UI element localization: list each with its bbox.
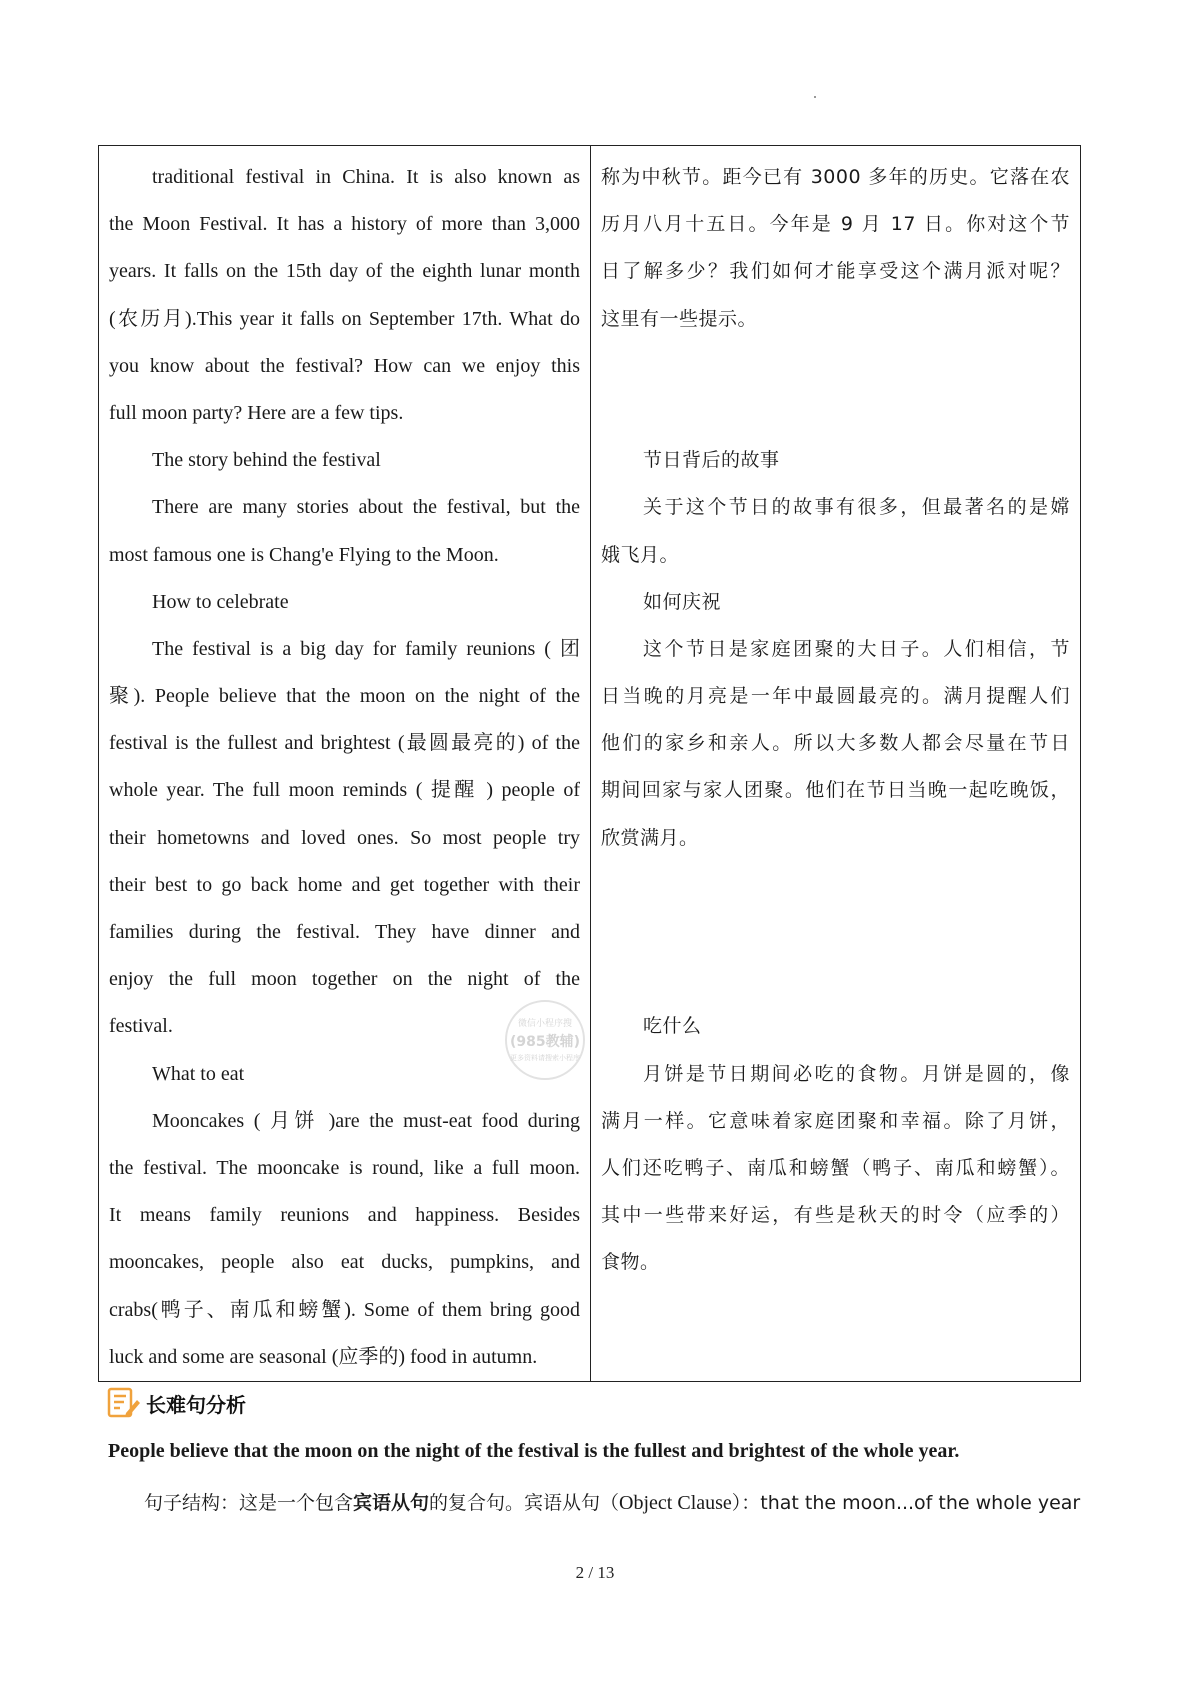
english-text-line: The festival is a big day for family reunions ( 团 (152, 637, 580, 660)
chinese-text-line: 日了解多少？我们如何才能享受这个满月派对呢？ (601, 260, 1070, 283)
chinese-text-line: 日当晚的月亮是一年中最圆最亮的。满月提醒人们 (601, 685, 1070, 708)
english-text-line: There are many stories about the festival, but the (152, 496, 580, 519)
chinese-text-line: 称为中秋节。距今已有 3000 多年的历史。它落在农 (601, 166, 1070, 188)
chinese-text-line: 关于这个节日的故事有很多，但最著名的是嫦 (643, 496, 1070, 519)
english-text-line: festival is the fullest and brightest (最圆最亮的) of the (109, 732, 580, 755)
section-title: 长难句分析 (146, 1392, 246, 1417)
english-text-line: whole year. The full moon reminds ( 提醒 ) people of (109, 779, 580, 802)
chinese-text-line: 欣赏满月。 (601, 826, 699, 849)
english-text-line: What to eat (152, 1062, 245, 1085)
chinese-text-line (601, 956, 1070, 1003)
english-text-line: full moon party? Here are a few tips. (109, 401, 404, 424)
chinese-text-line: 如何庆祝 (643, 590, 722, 613)
english-text-line: festival. (109, 1015, 173, 1038)
note-pencil-icon (106, 1385, 142, 1421)
english-text-line: (农历月).This year it falls on September 17th. What do (109, 307, 580, 330)
chinese-text-line (601, 343, 1070, 390)
chinese-text-line: 这里有一些提示。 (601, 307, 758, 330)
english-text-line: you know about the festival? How can we enjoy this (109, 354, 580, 377)
analysis-suffix: ）：that the moon...of the whole year (731, 1492, 1081, 1514)
chinese-text-line: 娥飞月。 (601, 543, 680, 566)
chinese-text-line: 食物。 (601, 1251, 660, 1274)
english-column (99, 146, 591, 1382)
chinese-text-line: 历月八月十五日。今年是 9 月 17 日。你对这个节 (601, 213, 1070, 236)
chinese-text-line (601, 862, 1070, 909)
chinese-text-line: 这个节日是家庭团聚的大日子。人们相信，节 (643, 637, 1070, 660)
chinese-text-line: 月饼是节日期间必吃的食物。月饼是圆的，像 (643, 1062, 1070, 1085)
english-text-line: the Moon Festival. It has a history of more than 3,000 (109, 213, 580, 236)
english-text-line: 聚). People believe that the moon on the night of the (109, 685, 580, 708)
seal-line-3: 更多资料请搜索小程序 (510, 1054, 580, 1062)
chinese-text-line: 他们的家乡和亲人。所以大多数人都会尽量在节日 (601, 732, 1070, 755)
chinese-text-line (601, 390, 1070, 437)
chinese-text-line: 其中一些带来好运，有些是秋天的时令（应季的） (601, 1204, 1070, 1227)
english-text-line: luck and some are seasonal (应季的) food in autumn. (109, 1345, 538, 1368)
chinese-text-line: 节日背后的故事 (643, 449, 780, 472)
english-text-line: years. It falls on the 15th day of the eighth lunar month (109, 260, 580, 283)
chinese-text-line: 期间回家与家人团聚。他们在节日当晚一起吃晚饭， (601, 779, 1070, 802)
english-text-line: It means family reunions and happiness. Besides (109, 1204, 580, 1227)
english-text-line: families during the festival. They have dinner and (109, 921, 580, 943)
english-text-line: How to celebrate (152, 590, 289, 613)
analysis-middle: 的复合句。宾语从句（ (429, 1492, 620, 1514)
english-text-line: the festival. The mooncake is round, like a full moon. (109, 1156, 580, 1179)
english-text-line: Mooncakes ( 月饼 )are the must-eat food during (152, 1109, 580, 1132)
english-text-line: most famous one is Chang'e Flying to the Moon. (109, 543, 499, 566)
seal-line-1: 微信小程序搜 (517, 1019, 572, 1029)
chinese-text-line (601, 909, 1070, 956)
chinese-text-line: 人们还吃鸭子、南瓜和螃蟹（鸭子、南瓜和螃蟹）。 (601, 1156, 1070, 1179)
english-text-line: mooncakes, people also eat ducks, pumpkins, and (109, 1251, 580, 1274)
section-header (106, 1383, 246, 1423)
chinese-text-line: 吃什么 (643, 1015, 702, 1038)
bilingual-table (98, 145, 1081, 1382)
chinese-text-line: 满月一样。它意味着家庭团聚和幸福。除了月饼， (601, 1109, 1070, 1132)
page-number: 2 / 13 (575, 1563, 615, 1582)
example-sentence: People believe that the moon on the night of the festival is the fullest and brightest of the whole year. (108, 1440, 960, 1462)
english-text-line: crabs(鸭子、南瓜和螃蟹). Some of them bring good (109, 1298, 580, 1321)
english-text-line: their hometowns and loved ones. So most people try (109, 826, 580, 849)
sentence-analysis (144, 1488, 1080, 1515)
analysis-bold: 宾语从句 (353, 1492, 430, 1514)
stray-dot (814, 96, 816, 98)
chinese-column (591, 146, 1081, 1382)
watermark-seal (505, 1000, 585, 1080)
english-text-line: traditional festival in China. It is also known as (152, 166, 580, 188)
analysis-prefix: 句子结构：这是一个包含 (144, 1492, 354, 1514)
english-text-line: The story behind the festival (152, 449, 381, 472)
analysis-en: Object Clause (619, 1492, 732, 1514)
english-text-line: enjoy the full moon together on the night of the (109, 968, 580, 991)
english-text-line: their best to go back home and get together with their (109, 873, 580, 896)
seal-line-2: (985教辅) (509, 1034, 581, 1050)
